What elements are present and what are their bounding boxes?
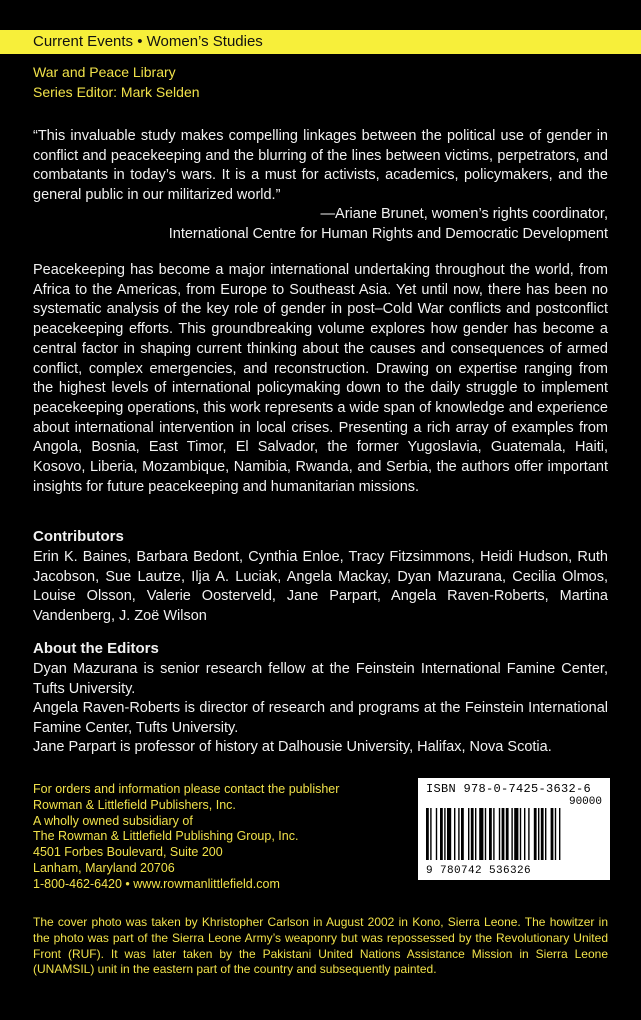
barcode-bar	[493, 808, 494, 860]
barcode-bar	[454, 808, 455, 860]
barcode-bar	[502, 808, 505, 860]
contributors-list: Erin K. Baines, Barbara Bedont, Cynthia Enloe, Tracy Fitzsimmons, Heidi Hudson, Ruth Jacobson, Sue Lautze, Ilja A. Luciak, Angela Mackay, Dyan Mazurana, Cecilia Olmos, Louise Olsson, Valerie Oosterveld, Jane Parpart, Angela Raven-Roberts, Martina Vandenberg, J. Zoë Wilson	[33, 549, 608, 624]
barcode-bar	[506, 808, 509, 860]
barcode-bar	[436, 808, 437, 860]
barcode-bar	[555, 808, 556, 860]
publisher-line: For orders and information please contact the publisher	[33, 782, 340, 796]
barcode-bar	[541, 808, 544, 860]
barcode-bar	[444, 808, 445, 860]
barcode-bar	[559, 808, 560, 860]
editors-bio-3: Jane Parpart is professor of history at Dalhousie University, Halifax, Nova Scotia.	[33, 739, 552, 755]
barcode-bar	[511, 808, 512, 860]
publisher-line: 4501 Forbes Boulevard, Suite 200	[33, 845, 223, 860]
barcode-bar	[524, 808, 525, 860]
book-description: Peacekeeping has become a major international undertaking throughout the world, from Africa to the Americas, from Europe to Southeast Asia. Yet until now, there has been no systematic analysis of the key role of gender in post–Cold War conflicts and postconflict peacekeeping efforts. This groundbreaking volume explores how gender has become a central factor in shaping current thinking about the causes and consequences of armed conflict, complex emergencies, and reconstruction. Drawing on expertise ranging from the highest levels of international policymaking down to the daily struggle to implement peacekeeping operations, this work represents a wide span of knowledge and experience about international intervention in local crises. Presenting a rich array of examples from Angola, Bosnia, East Timor, El Salvador, the former Yugoslavia, Guatemala, Haiti, Kosovo, Liberia, Mozambique, Namibia, Rwanda, and Serbia, the authors offer important insights for future peacekeeping and humanitarian missions.	[33, 262, 608, 495]
barcode-bar	[520, 808, 521, 860]
category-label: Current Events • Women’s Studies	[33, 33, 263, 50]
publisher-line: Rowman & Littlefield Publishers, Inc.	[33, 797, 236, 812]
barcode-bar	[538, 808, 539, 860]
barcode-bar	[440, 808, 443, 860]
barcode-bar	[514, 808, 518, 860]
barcode-bar	[471, 808, 474, 860]
barcode-bar	[475, 808, 476, 860]
series-name: War and Peace Library	[33, 64, 176, 80]
editors-bio-2: Angela Raven-Roberts is director of research and programs at the Feinstein International Famine Center, Tufts University.	[33, 700, 608, 736]
barcode-bar	[458, 808, 459, 860]
barcode-bar	[468, 808, 469, 860]
endorsement-quote: “This invaluable study makes compelling linkages between the political use of gender in conflict and peacekeeping and the blurring of the lines between victims, perpetrators, and combatants in today’s wars. It is a must for activists, academics, policymakers, and the general public in our militarized world.”	[33, 128, 608, 203]
category-band	[0, 30, 641, 54]
barcode-number: 9 780742 536326	[426, 865, 532, 877]
publisher-line: A wholly owned subsidiary of	[33, 813, 193, 828]
contributors-heading: Contributors	[33, 528, 124, 545]
isbn-barcode	[418, 778, 610, 880]
barcode-bar	[447, 808, 451, 860]
isbn-label: ISBN 978-0-7425-3632-6	[426, 782, 592, 796]
quote-attribution-name: —Ariane Brunet, women’s rights coordinator,	[320, 206, 608, 222]
publisher-line: 1-800-462-6420 • www.rowmanlittlefield.com	[33, 876, 280, 891]
barcode-bars	[426, 808, 602, 860]
barcode-bar	[489, 808, 492, 860]
barcode-bar	[551, 808, 554, 860]
price-code: 90000	[568, 796, 602, 808]
publisher-line: The Rowman & Littlefield Publishing Group, Inc.	[33, 829, 299, 844]
publisher-line: Lanham, Maryland 20706	[33, 860, 175, 875]
barcode-bar	[461, 808, 464, 860]
barcode-bar	[479, 808, 483, 860]
barcode-bar	[485, 808, 486, 860]
barcode-bar	[499, 808, 500, 860]
barcode-bar	[426, 808, 429, 860]
quote-attribution-org: International Centre for Human Rights and Democratic Development	[168, 226, 608, 242]
photo-credit: The cover photo was taken by Khristopher Carlson in August 2002 in Kono, Sierra Leone. The howitzer in the photo was part of the Sierra Leone Army’s weaponry but was repossessed by the Revolutionary United Front (RUF). It was later taken by the Pakistani United Nations Assistance Mission in Sierra Leone (UNAMSIL) unit in the eastern part of the country and subsequently painted.	[33, 915, 608, 977]
barcode-bar	[545, 808, 546, 860]
editors-heading: About the Editors	[33, 640, 159, 657]
publisher-info	[33, 782, 339, 893]
series-editor: Series Editor: Mark Selden	[33, 84, 200, 100]
editors-bio-1: Dyan Mazurana is senior research fellow at the Feinstein International Famine Center, Tufts University.	[33, 661, 608, 697]
series-info	[33, 62, 200, 102]
barcode-bar	[534, 808, 537, 860]
barcode-bar	[430, 808, 431, 860]
barcode-bar	[528, 808, 529, 860]
